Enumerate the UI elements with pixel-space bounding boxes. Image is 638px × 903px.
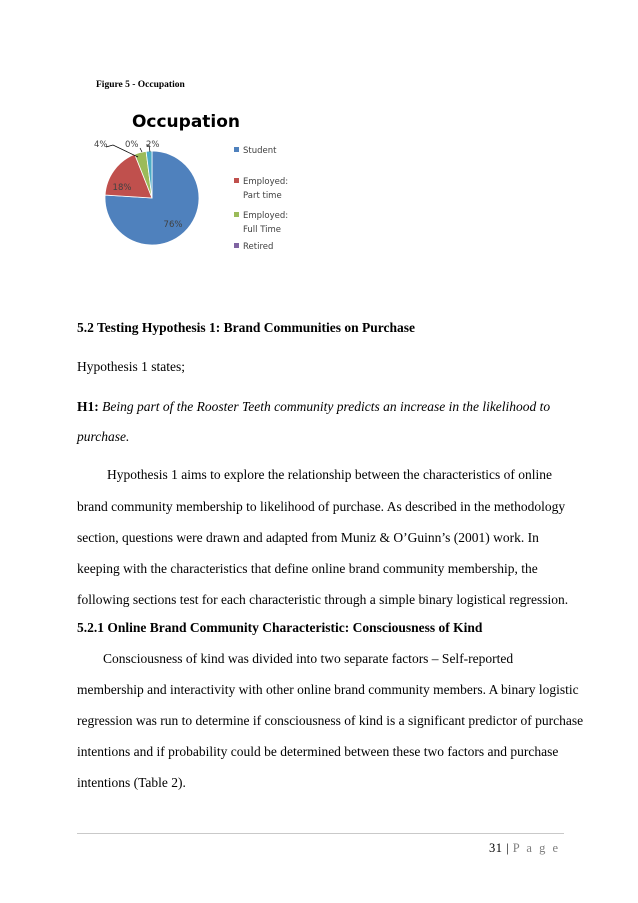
page-footer xyxy=(489,841,560,856)
figure-caption: Figure 5 - Occupation xyxy=(96,80,185,90)
slice-label-retired: 0% xyxy=(125,140,139,150)
paragraph-line: membership and interactivity with other online brand community members. A binary logistic xyxy=(77,682,579,697)
leader-line-retired xyxy=(140,148,142,152)
legend-label-part-time: Employed: xyxy=(243,177,289,187)
occupation-chart xyxy=(80,100,420,300)
paragraph-line: intentions (Table 2). xyxy=(77,775,186,790)
h1-label: H1: xyxy=(77,399,99,414)
h1-text-continued: purchase. xyxy=(77,429,130,444)
legend-label-part-time: Part time xyxy=(243,191,282,201)
legend-label-full-time: Full Time xyxy=(243,225,282,235)
h1-text: Being part of the Rooster Teeth community predicts an increase in the likelihood to xyxy=(98,399,551,414)
paragraph-line: brand community membership to likelihood of purchase. As described in the methodology xyxy=(77,499,566,514)
paragraph-line: intentions and if probability could be determined between these two factors and purchase xyxy=(77,744,559,759)
chart-title: Occupation xyxy=(131,112,241,132)
legend-label-retired: Retired xyxy=(243,242,274,252)
page-number: 31 xyxy=(489,841,503,855)
paragraph-line: keeping with the characteristics that define online brand community membership, the xyxy=(77,561,538,576)
slice-label-unlabeled: 2% xyxy=(146,140,160,150)
paragraph-line: section, questions were drawn and adapted from Muniz & O’Guinn’s (2001) work. In xyxy=(77,530,539,545)
paragraph-line: following sections test for each characteristic through a simple binary logistical regression. xyxy=(77,592,569,607)
legend-label-full-time: Employed: xyxy=(243,211,289,221)
legend-swatch-part-time xyxy=(234,178,239,183)
h1-statement xyxy=(77,399,565,415)
page-word: P a g e xyxy=(512,841,560,855)
paragraph-line: Consciousness of kind was divided into two separate factors – Self-reported xyxy=(103,651,514,666)
hypothesis-intro: Hypothesis 1 states; xyxy=(77,359,185,374)
paragraph-line: regression was run to determine if consciousness of kind is a significant predictor of purchase xyxy=(77,713,584,728)
legend-swatch-student xyxy=(234,147,239,152)
legend-swatch-retired xyxy=(234,243,239,248)
footer-divider xyxy=(77,833,564,834)
legend-swatch-full-time xyxy=(234,212,239,217)
section-heading: 5.2 Testing Hypothesis 1: Brand Communities on Purchase xyxy=(77,320,416,335)
subsection-heading: 5.2.1 Online Brand Community Characteristic: Consciousness of Kind xyxy=(77,620,483,635)
pie-chart-svg xyxy=(80,100,420,300)
footer-separator: | xyxy=(506,841,510,855)
legend-label-student: Student xyxy=(243,146,277,156)
slice-label-student: 76% xyxy=(163,220,183,230)
slice-label-full-time: 4% xyxy=(94,140,108,150)
slice-label-part-time: 18% xyxy=(112,183,132,193)
paragraph-line: Hypothesis 1 aims to explore the relationship between the characteristics of online xyxy=(107,467,552,482)
